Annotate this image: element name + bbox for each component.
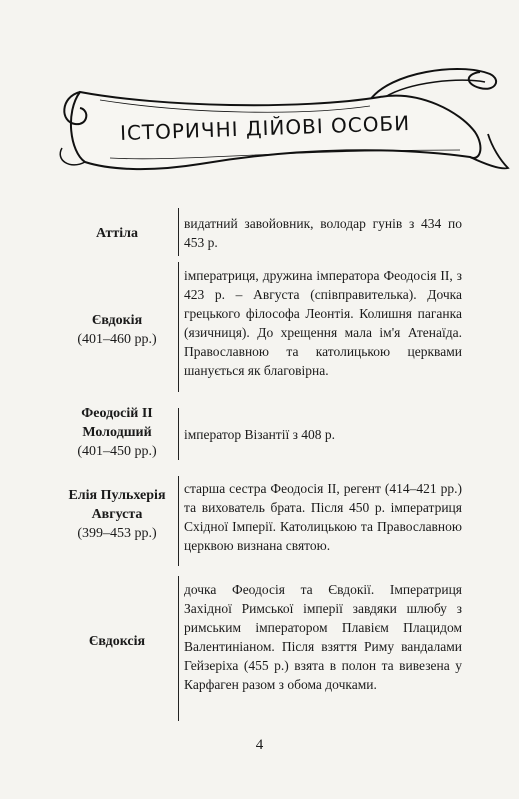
column-divider — [178, 208, 179, 256]
character-name — [62, 224, 172, 243]
character-description: видатний завойовник, володар гунів з 434 по 453 р. — [184, 216, 462, 250]
column-divider — [178, 408, 179, 460]
name-text: Аттіла — [96, 226, 138, 241]
name-text: Євдоксія — [88, 634, 146, 649]
character-description: старша сестра Феодосія II, регент (414–421 рр.) та вихователь брата. Після 450 р. імператриця Східної Імперії. Католицькою та Православною церквою визнана святою. — [184, 481, 462, 553]
section-title: ІСТОРИЧНІ ДІЙОВІ ОСОБИ — [119, 110, 411, 146]
character-description: імператриця, дружина імператора Феодосія II, з 423 р. – Августа (співправителька). Дочка грецького філософа Леонтія. Колишня паганка (язичниця). До хрещення мала ім'я Атенаїда. Православною та католицькою церквами шанується як благовірна. — [184, 268, 462, 378]
character-name — [62, 311, 172, 349]
page-number: 4 — [255, 737, 264, 753]
column-divider — [178, 262, 179, 392]
name-text: Феодосій II Молодший — [81, 406, 153, 440]
column-divider — [178, 576, 179, 721]
character-name — [62, 404, 172, 461]
years-text: (401–450 рр.) — [77, 444, 157, 459]
column-divider — [178, 476, 179, 566]
character-name — [62, 632, 172, 651]
name-text: Елія Пульхерія Августа — [68, 488, 166, 522]
years-text: (399–453 рр.) — [77, 526, 157, 541]
character-description: імператор Візантії з 408 р. — [184, 427, 336, 442]
name-text: Євдокія — [91, 313, 143, 328]
character-name — [62, 486, 172, 543]
years-text: (401–460 рр.) — [77, 332, 157, 347]
character-description: дочка Феодосія та Євдокії. Імператриця Західної Римської імперії завдяки шлюбу з римським імператором Плавієм Плацидом Валентиніаном. Після взяття Риму вандалами Гейзеріха (455 р.) взята в полон та вивезена у Карфаген разом з обома дочками. — [184, 582, 462, 692]
